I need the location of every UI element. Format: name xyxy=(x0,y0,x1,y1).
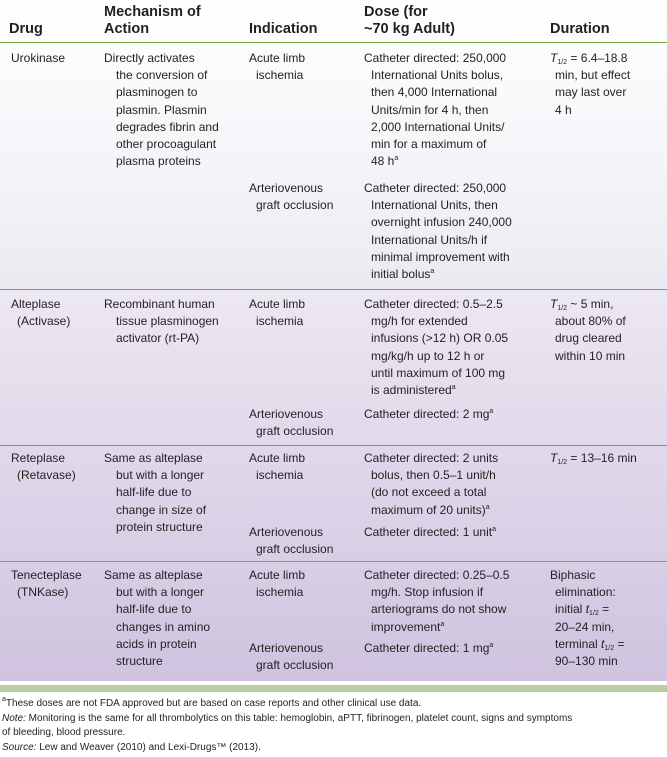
dose-line xyxy=(364,153,506,170)
footnote-text: These doses are not FDA approved but are based on case reports and other clinical use data. xyxy=(5,698,422,709)
dose-line xyxy=(364,524,496,541)
duration-line: within 10 min xyxy=(555,348,626,363)
mechanism-line: plasminogen to xyxy=(116,85,198,100)
dose-line xyxy=(364,640,493,657)
dose-line: overnight infusion 240,000 xyxy=(371,215,512,230)
table-bottom-band xyxy=(0,685,667,692)
indication-line: Acute limb xyxy=(249,451,306,465)
dose-line xyxy=(364,382,508,399)
dose-text: Catheter directed: 1 unit xyxy=(364,525,493,539)
drug-name: Urokinase xyxy=(11,51,66,65)
mechanism-line: half-life due to xyxy=(116,602,192,617)
dose-line: min for a maximum of xyxy=(371,137,487,152)
duration-text: initial xyxy=(555,602,583,617)
dose-line xyxy=(364,406,493,423)
mechanism-line: plasma proteins xyxy=(116,154,201,169)
duration-line: drug cleared xyxy=(555,331,622,346)
dose-line: (do not exceed a total xyxy=(371,485,487,500)
mechanism-tenecteplase xyxy=(104,567,210,670)
dose-tenecteplase-limb xyxy=(364,567,509,636)
dose-urokinase-graft xyxy=(364,180,512,283)
header-duration: Duration xyxy=(550,21,610,37)
duration-line: Biphasic xyxy=(550,568,596,582)
half-life-sub: 1/2 xyxy=(557,459,568,466)
duration-line: terminal $t_{1/2}$ = xyxy=(555,636,625,652)
header-indication: Indication xyxy=(249,21,318,37)
header-mechanism-line1: Mechanism of xyxy=(104,4,201,20)
half-life-symbol: t xyxy=(601,636,605,651)
dose-text: Catheter directed: 1 mg xyxy=(364,641,490,655)
indication-urokinase-limb xyxy=(249,50,305,84)
footnote-mark: a xyxy=(394,155,399,163)
indication-reteplase-graft xyxy=(249,524,333,558)
drug-alteplase xyxy=(11,296,70,330)
indication-tenecteplase-limb xyxy=(249,567,305,601)
mechanism-urokinase xyxy=(104,50,219,170)
mechanism-line: Recombinant human xyxy=(104,297,215,311)
indication-line: ischemia xyxy=(256,468,304,483)
mechanism-line: other procoagulant xyxy=(116,137,217,152)
dose-line: Units/min for 4 h, then xyxy=(371,102,489,117)
dose-text: is administered xyxy=(371,383,452,398)
mechanism-alteplase xyxy=(104,296,219,348)
dose-line: mg/h for extended xyxy=(371,314,468,329)
dose-line xyxy=(364,502,498,519)
duration-line: min, but effect xyxy=(555,68,631,83)
duration-line: 90–130 min xyxy=(555,654,618,669)
header-mechanism-line2: Action xyxy=(104,21,150,37)
dose-line: International Units, then xyxy=(371,198,498,213)
duration-text: = 6.4–18.8 xyxy=(570,51,628,65)
note-text: Monitoring is the same for all thrombolytics on this table: hemoglobin, aPTT, fibrinogen, platelet count, signs and symptoms xyxy=(25,712,573,724)
duration-line xyxy=(550,50,630,67)
mechanism-line: acids in protein xyxy=(116,636,197,651)
dose-line: Catheter directed: 250,000 xyxy=(364,181,507,195)
row-divider xyxy=(0,289,667,290)
duration-tenecteplase xyxy=(550,567,624,670)
duration-reteplase xyxy=(550,450,637,467)
note-label: Note: xyxy=(2,712,26,724)
dose-line: International Units bolus, xyxy=(371,68,504,83)
dose-line: then 4,000 International xyxy=(371,85,498,100)
indication-alteplase-limb xyxy=(249,296,305,330)
duration-line: 4 h xyxy=(555,102,572,117)
half-life-symbol: T xyxy=(550,451,558,465)
mechanism-line: tissue plasminogen xyxy=(116,314,219,329)
indication-line: Arteriovenous xyxy=(249,525,324,539)
indication-line: Arteriovenous xyxy=(249,181,324,195)
mechanism-line: but with a longer xyxy=(116,468,205,483)
mechanism-line: changes in amino xyxy=(116,619,211,634)
indication-alteplase-graft xyxy=(249,406,333,440)
drug-name: Tenecteplase xyxy=(11,568,82,582)
half-life-sub: 1/2 xyxy=(557,305,568,312)
footnote-mark: a xyxy=(485,503,490,511)
mechanism-line: the conversion of xyxy=(116,68,208,83)
half-life-symbol: t xyxy=(585,602,590,617)
mechanism-line: degrades fibrin and xyxy=(116,119,219,134)
mechanism-line: Same as alteplase xyxy=(104,568,203,582)
duration-line xyxy=(550,296,626,313)
duration-line: elimination: xyxy=(555,585,616,600)
dose-line: 2,000 International Units/ xyxy=(371,119,505,134)
dose-line: Catheter directed: 0.5–2.5 xyxy=(364,297,503,311)
indication-line: graft occlusion xyxy=(256,198,334,213)
indication-line: Acute limb xyxy=(249,51,306,65)
indication-line: Acute limb xyxy=(249,568,306,582)
drug-brand: (Activase) xyxy=(17,314,71,329)
half-life-symbol: T xyxy=(550,51,558,65)
footnote-mark: a xyxy=(489,408,494,415)
indication-line: Arteriovenous xyxy=(249,407,324,421)
duration-text: ~ 5 min, xyxy=(570,297,614,311)
duration-line: 20–24 min, xyxy=(555,619,615,634)
row-divider xyxy=(0,445,667,446)
mechanism-line: Directly activates xyxy=(104,51,195,65)
header-dose-line1: Dose (for xyxy=(364,4,428,20)
dose-urokinase-limb xyxy=(364,50,506,170)
dose-alteplase-limb xyxy=(364,296,508,399)
dose-line: minimal improvement with xyxy=(371,249,510,264)
mechanism-line: plasmin. Plasmin xyxy=(116,102,207,117)
indication-line: graft occlusion xyxy=(256,542,334,557)
row-divider xyxy=(0,561,667,562)
footnote-mark: a xyxy=(440,620,445,628)
drug-brand: (Retavase) xyxy=(17,468,76,483)
footnote-fda xyxy=(2,697,666,712)
duration-line: initial $t_{1/2}$ = xyxy=(555,602,610,618)
mechanism-line: protein structure xyxy=(116,519,203,534)
source-text: Lew and Weaver (2010) and Lexi-Drugs™ (2013). xyxy=(36,741,261,753)
duration-text: terminal xyxy=(555,636,598,651)
indication-line: ischemia xyxy=(256,314,304,329)
duration-alteplase xyxy=(550,296,626,365)
footnote-mark: a xyxy=(489,642,494,649)
dose-line: infusions (>12 h) OR 0.05 xyxy=(371,331,509,346)
header-drug: Drug xyxy=(9,21,43,37)
footnote-source xyxy=(2,741,666,756)
footnote-mark: a xyxy=(492,526,496,533)
mechanism-reteplase xyxy=(104,450,206,536)
dose-text: maximum of 20 units) xyxy=(371,502,486,517)
dose-reteplase-graft xyxy=(364,524,496,541)
dose-alteplase-graft xyxy=(364,406,493,423)
half-life-sub: 1/2 xyxy=(604,644,615,652)
dose-line: International Units/h if xyxy=(371,232,488,247)
drug-tenecteplase xyxy=(11,567,82,601)
mechanism-line: Same as alteplase xyxy=(104,451,203,465)
mechanism-line: change in size of xyxy=(116,502,207,517)
duration-line: may last over xyxy=(555,85,627,100)
source-label: Source: xyxy=(2,741,37,753)
drug-name: Reteplase xyxy=(11,451,66,465)
indication-line: ischemia xyxy=(256,585,304,600)
duration-line: about 80% of xyxy=(555,314,626,329)
mechanism-line: half-life due to xyxy=(116,485,192,500)
indication-line: ischemia xyxy=(256,68,304,83)
duration-urokinase xyxy=(550,50,630,119)
dose-line: mg/kg/h up to 12 h or xyxy=(371,348,485,363)
indication-reteplase-limb xyxy=(249,450,305,484)
dose-text: Catheter directed: 2 mg xyxy=(364,407,490,421)
table-footnotes xyxy=(2,697,666,755)
duration-text: = 13–16 min xyxy=(570,451,637,465)
half-life-symbol: T xyxy=(550,297,558,311)
dose-text: initial bolus xyxy=(371,267,431,282)
footnote-mark: a xyxy=(2,696,6,703)
dose-line: bolus, then 0.5–1 unit/h xyxy=(371,468,496,483)
dose-text: 48 h xyxy=(371,154,395,169)
mechanism-line: activator (rt-PA) xyxy=(116,331,200,346)
drug-reteplase xyxy=(11,450,76,484)
indication-tenecteplase-graft xyxy=(249,640,333,674)
drug-name: Alteplase xyxy=(11,297,61,311)
dose-line: Catheter directed: 0.25–0.5 xyxy=(364,568,510,582)
dose-line: Catheter directed: 2 units xyxy=(364,451,499,465)
dose-line xyxy=(364,619,509,636)
half-life-sub: 1/2 xyxy=(557,59,568,66)
header-rule xyxy=(0,42,667,43)
mechanism-line: but with a longer xyxy=(116,585,205,600)
drug-urokinase xyxy=(11,50,65,67)
dose-text: improvement xyxy=(371,619,441,634)
indication-line: graft occlusion xyxy=(256,658,334,673)
indication-line: Arteriovenous xyxy=(249,641,324,655)
footnote-note-cont: of bleeding, blood pressure. xyxy=(2,727,126,738)
half-life-sub: 1/2 xyxy=(589,610,599,618)
footnote-mark: a xyxy=(430,268,435,276)
dose-line: arteriograms do not show xyxy=(371,602,507,617)
indication-urokinase-graft xyxy=(249,180,333,214)
dose-line: mg/h. Stop infusion if xyxy=(371,585,484,600)
indication-line: Acute limb xyxy=(249,297,306,311)
dose-tenecteplase-graft xyxy=(364,640,493,657)
dose-reteplase-limb xyxy=(364,450,498,519)
mechanism-line: structure xyxy=(116,654,163,669)
dose-line: Catheter directed: 250,000 xyxy=(364,51,507,65)
duration-line xyxy=(550,450,637,467)
dose-line: until maximum of 100 mg xyxy=(371,365,506,380)
dose-line xyxy=(364,266,512,283)
footnote-mark: a xyxy=(451,384,456,392)
footnote-note xyxy=(2,712,666,727)
header-dose-line2: ~70 kg Adult) xyxy=(364,21,455,37)
drug-brand: (TNKase) xyxy=(17,585,69,600)
indication-line: graft occlusion xyxy=(256,424,334,439)
